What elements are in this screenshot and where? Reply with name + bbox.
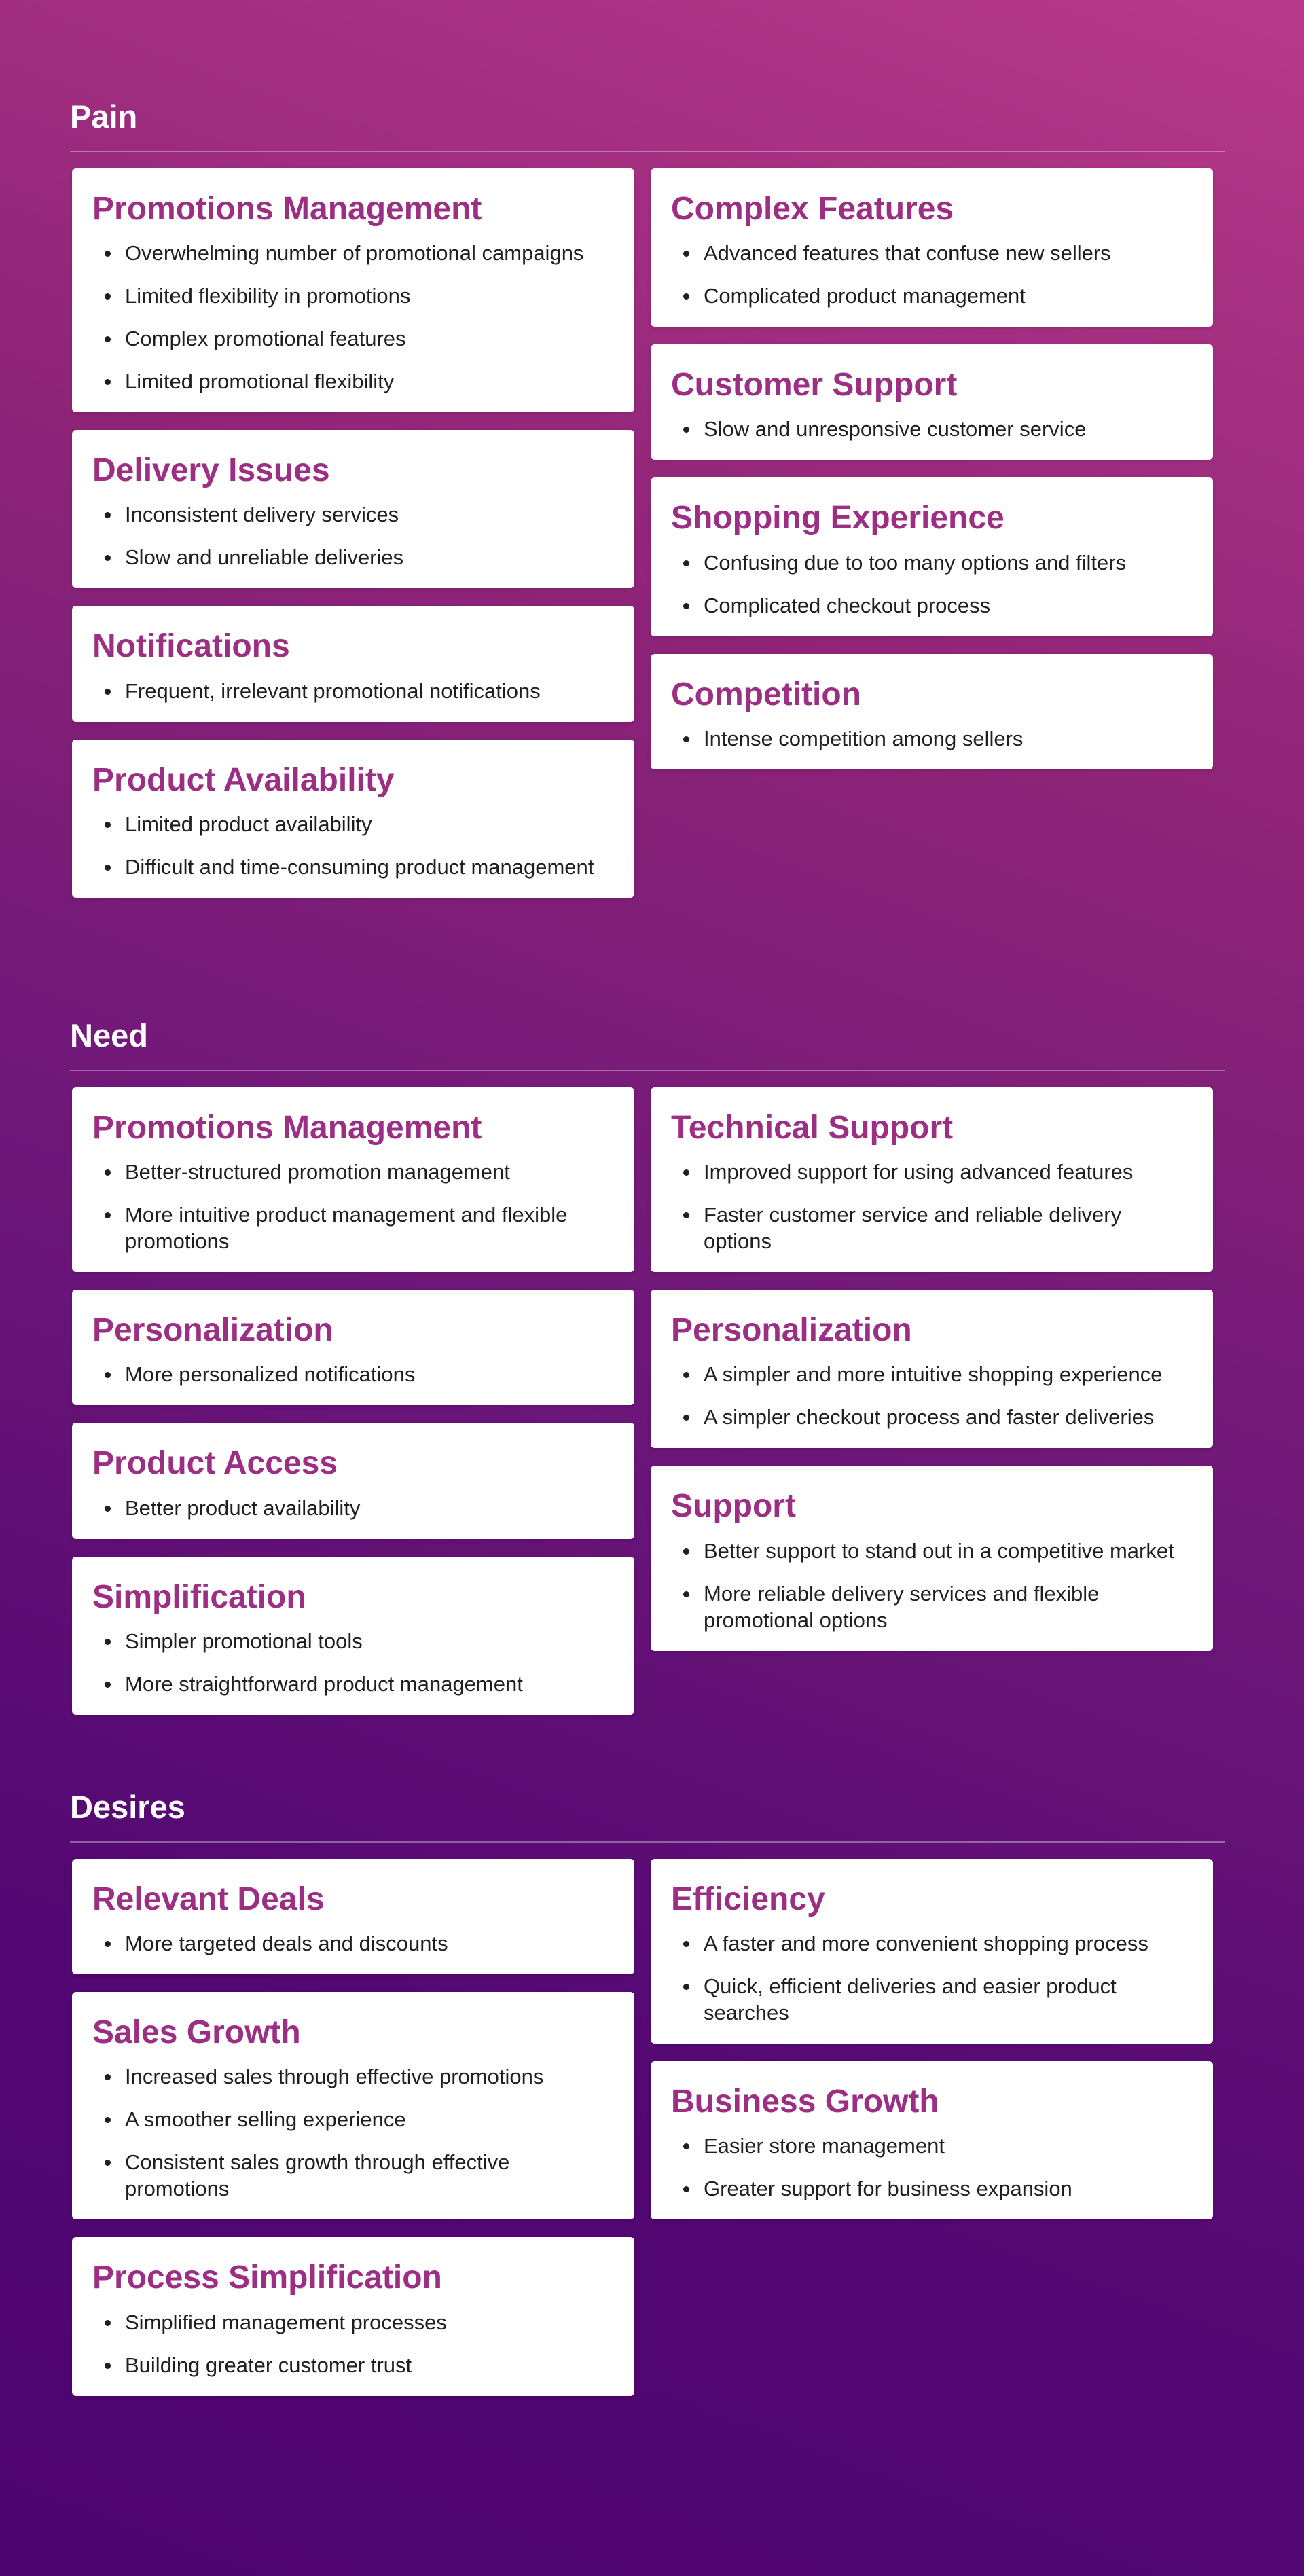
card-personalization <box>651 1290 1213 1448</box>
section-title: Pain <box>70 98 138 134</box>
section-title: Desires <box>70 1789 185 1825</box>
card-title: Simplification <box>92 1578 306 1615</box>
bullet-list <box>671 725 1191 752</box>
list-item: Improved support for using advanced features <box>671 1159 1191 1185</box>
card-sales-growth <box>72 1992 634 2219</box>
card-title: Support <box>671 1488 796 1525</box>
list-item: Slow and unreliable deliveries <box>92 544 613 570</box>
card-title: Delivery Issues <box>92 452 330 489</box>
card-title: Business Growth <box>671 2084 939 2120</box>
card-title: Process Simplification <box>92 2260 442 2296</box>
section-divider <box>70 1070 1225 1071</box>
list-item: Simplified management processes <box>92 2309 613 2336</box>
bullet-list <box>92 1628 613 1697</box>
list-item: More straightforward product management <box>92 1671 613 1697</box>
bullet-list <box>92 501 613 570</box>
bullet-list <box>92 678 613 704</box>
bullet-list <box>671 1159 1191 1254</box>
card-title: Sales Growth <box>92 2014 301 2051</box>
list-item: Frequent, irrelevant promotional notifications <box>92 678 613 704</box>
card-title: Product Availability <box>92 761 395 798</box>
list-item: Complex promotional features <box>92 325 613 352</box>
bullet-list <box>671 1538 1191 1633</box>
card-product-access <box>72 1423 634 1538</box>
section-title: Need <box>70 1017 148 1053</box>
card-title: Relevant Deals <box>92 1881 325 1917</box>
list-item: More personalized notifications <box>92 1361 613 1387</box>
card-title: Notifications <box>92 628 290 665</box>
card-customer-support <box>651 344 1213 460</box>
card-personalization <box>72 1290 634 1405</box>
list-item: Difficult and time-consuming product management <box>92 854 613 880</box>
card-simplification <box>72 1557 634 1715</box>
bullet-list <box>671 240 1191 309</box>
card-shopping-experience <box>651 477 1213 636</box>
bullet-list <box>671 416 1191 442</box>
list-item: Slow and unresponsive customer service <box>671 416 1191 442</box>
list-item: Better support to stand out in a competitive market <box>671 1538 1191 1564</box>
card-promotions-management <box>72 1087 634 1272</box>
bullet-list <box>92 2063 613 2202</box>
card-notifications <box>72 606 634 721</box>
list-item: Consistent sales growth through effective promotions <box>92 2149 613 2202</box>
card-promotions-management <box>72 168 634 412</box>
list-item: Easier store management <box>671 2133 1191 2159</box>
card-title: Shopping Experience <box>671 500 1004 537</box>
list-item: Advanced features that confuse new sellers <box>671 240 1191 266</box>
list-item: A simpler and more intuitive shopping experience <box>671 1361 1191 1387</box>
column-right <box>651 168 1213 787</box>
card-support <box>651 1466 1213 1650</box>
list-item: Complicated checkout process <box>671 592 1191 619</box>
card-title: Complex Features <box>671 191 954 227</box>
card-title: Competition <box>671 676 861 712</box>
list-item: Greater support for business expansion <box>671 2175 1191 2202</box>
card-complex-features <box>651 168 1213 327</box>
card-business-growth <box>651 2061 1213 2219</box>
list-item: More reliable delivery services and flexible promotional options <box>671 1580 1191 1633</box>
card-title: Promotions Management <box>92 191 482 227</box>
bullet-list <box>92 240 613 395</box>
bullet-list <box>92 811 613 880</box>
card-technical-support <box>651 1087 1213 1272</box>
list-item: Quick, efficient deliveries and easier product searches <box>671 1973 1191 2026</box>
card-title: Personalization <box>671 1312 912 1349</box>
list-item: Better-structured promotion management <box>92 1159 613 1185</box>
list-item: A smoother selling experience <box>92 2106 613 2133</box>
bullet-list <box>671 2133 1191 2202</box>
list-item: Faster customer service and reliable delivery options <box>671 1201 1191 1254</box>
card-title: Promotions Management <box>92 1110 482 1146</box>
section-divider <box>70 1841 1225 1843</box>
bullet-list <box>92 1361 613 1387</box>
card-process-simplification <box>72 2237 634 2395</box>
bullet-list <box>92 1930 613 1957</box>
list-item: Inconsistent delivery services <box>92 501 613 528</box>
list-item: Building greater customer trust <box>92 2352 613 2378</box>
bullet-list <box>92 2309 613 2378</box>
list-item: Intense competition among sellers <box>671 725 1191 752</box>
list-item: A simpler checkout process and faster deliveries <box>671 1404 1191 1430</box>
list-item: Confusing due to too many options and filters <box>671 549 1191 576</box>
card-relevant-deals <box>72 1859 634 1974</box>
card-title: Product Access <box>92 1445 338 1482</box>
list-item: Limited product availability <box>92 811 613 837</box>
column-right <box>651 1859 1213 2237</box>
list-item: Simpler promotional tools <box>92 1628 613 1654</box>
column-left <box>72 168 634 915</box>
card-delivery-issues <box>72 430 634 588</box>
column-right <box>651 1087 1213 1669</box>
list-item: More targeted deals and discounts <box>92 1930 613 1957</box>
list-item: Increased sales through effective promotions <box>92 2063 613 2090</box>
card-competition <box>651 654 1213 769</box>
card-title: Efficiency <box>671 1881 825 1917</box>
list-item: Overwhelming number of promotional campaigns <box>92 240 613 266</box>
list-item: Better product availability <box>92 1495 613 1521</box>
bullet-list <box>92 1159 613 1254</box>
list-item: Complicated product management <box>671 283 1191 309</box>
card-product-availability <box>72 740 634 898</box>
card-title: Customer Support <box>671 367 958 403</box>
bullet-list <box>671 1930 1191 2026</box>
card-title: Personalization <box>92 1312 333 1349</box>
list-item: A faster and more convenient shopping process <box>671 1930 1191 1957</box>
card-efficiency <box>651 1859 1213 2044</box>
column-left <box>72 1859 634 2414</box>
list-item: Limited promotional flexibility <box>92 368 613 395</box>
bullet-list <box>671 549 1191 619</box>
bullet-list <box>92 1495 613 1521</box>
card-title: Technical Support <box>671 1110 954 1146</box>
bullet-list <box>671 1361 1191 1430</box>
section-divider <box>70 151 1225 152</box>
column-left <box>72 1087 634 1733</box>
list-item: Limited flexibility in promotions <box>92 283 613 309</box>
list-item: More intuitive product management and flexible promotions <box>92 1201 613 1254</box>
